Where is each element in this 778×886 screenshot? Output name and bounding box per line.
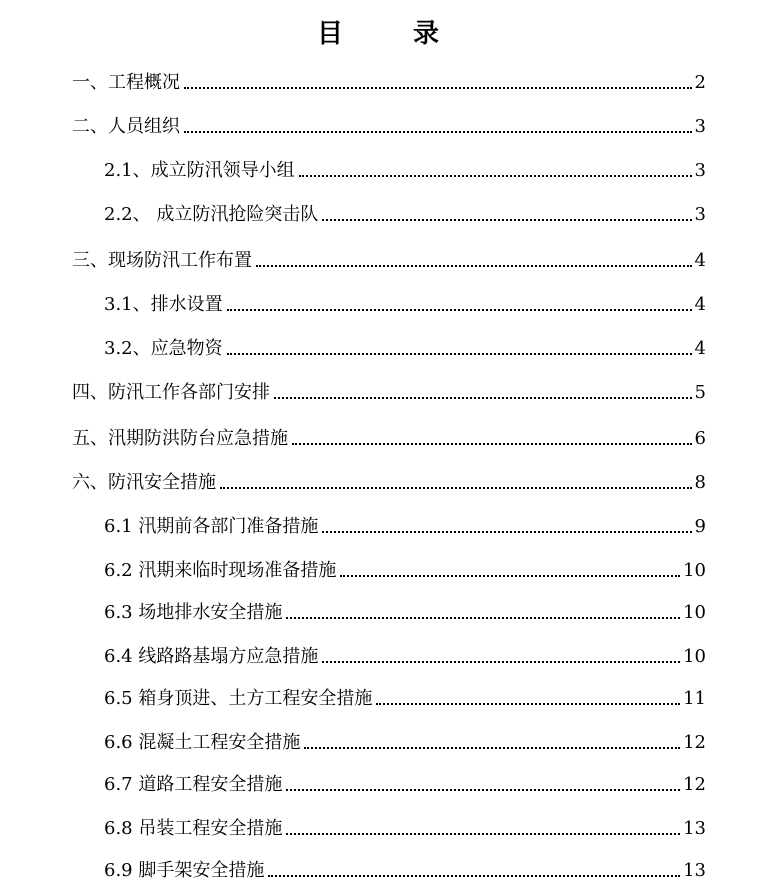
toc-page-number: 3	[694, 116, 706, 137]
toc-entry-2-2[interactable]	[104, 200, 706, 228]
toc-entry-text: 6.6 混凝土工程安全措施	[104, 732, 301, 753]
toc-page-number: 4	[694, 294, 706, 315]
toc-entry-6-9[interactable]	[104, 856, 706, 884]
toc-entry-1[interactable]	[72, 68, 706, 96]
dot-leader	[286, 617, 680, 619]
dot-leader	[376, 703, 680, 705]
toc-entry-text: 2.2、 成立防汛抢险突击队	[104, 204, 319, 225]
toc-page-number: 10	[683, 560, 706, 581]
toc-page-number: 10	[683, 646, 706, 667]
toc-page-number: 3	[694, 204, 706, 225]
toc-entry-text: 3.2、应急物资	[104, 338, 223, 359]
toc-page-number: 5	[694, 382, 706, 403]
toc-entry-6-8[interactable]	[104, 814, 706, 842]
toc-page-number: 12	[683, 774, 706, 795]
dot-leader	[322, 531, 691, 533]
toc-entry-5[interactable]	[72, 424, 706, 452]
toc-entry-2[interactable]	[72, 112, 706, 140]
toc-entry-4[interactable]	[72, 378, 706, 406]
toc-page-number: 4	[694, 250, 706, 271]
dot-leader	[256, 265, 692, 267]
toc-entry-3-2[interactable]	[104, 334, 706, 362]
toc-entry-6-2[interactable]	[104, 556, 706, 584]
dot-leader	[292, 443, 692, 445]
toc-entry-text: 6.3 场地排水安全措施	[104, 602, 283, 623]
page-title: 目 录	[316, 19, 461, 49]
dot-leader	[299, 175, 692, 177]
toc-entry-text: 3.1、排水设置	[104, 294, 223, 315]
toc-page-number: 13	[683, 818, 706, 839]
toc-entry-6-7[interactable]	[104, 770, 706, 798]
toc-entry-2-1[interactable]	[104, 156, 706, 184]
toc-page-number: 12	[683, 732, 706, 753]
dot-leader	[227, 353, 692, 355]
dot-leader	[268, 875, 680, 877]
toc-page-number: 6	[694, 428, 706, 449]
toc-entry-text: 一、工程概况	[72, 72, 180, 93]
toc-entry-6[interactable]	[72, 468, 706, 496]
toc-entry-6-3[interactable]	[104, 598, 706, 626]
dot-leader	[322, 219, 691, 221]
toc-page-number: 3	[694, 160, 706, 181]
dot-leader	[304, 747, 680, 749]
dot-leader	[184, 131, 692, 133]
toc-entry-6-5[interactable]	[104, 684, 706, 712]
toc-entry-text: 五、汛期防洪防台应急措施	[72, 428, 288, 449]
toc-entry-text: 六、防汛安全措施	[72, 472, 216, 493]
dot-leader	[286, 833, 680, 835]
toc-entry-text: 2.1、成立防汛领导小组	[104, 160, 295, 181]
toc-page-number: 2	[694, 72, 706, 93]
toc-entry-text: 三、现场防汛工作布置	[72, 250, 252, 271]
toc-entry-text: 6.4 线路路基塌方应急措施	[104, 646, 319, 667]
toc-page-number: 13	[683, 860, 706, 881]
toc-entry-text: 6.8 吊装工程安全措施	[104, 818, 283, 839]
dot-leader	[274, 397, 692, 399]
toc-page-number: 10	[683, 602, 706, 623]
toc-entry-6-1[interactable]	[104, 512, 706, 540]
toc-entry-text: 6.9 脚手架安全措施	[104, 860, 265, 881]
toc-page-number: 9	[694, 516, 706, 537]
toc-entry-text: 6.5 箱身顶进、土方工程安全措施	[104, 688, 373, 709]
dot-leader	[286, 789, 680, 791]
toc-entry-text: 6.1 汛期前各部门准备措施	[104, 516, 319, 537]
toc-entry-3-1[interactable]	[104, 290, 706, 318]
toc-page-number: 4	[694, 338, 706, 359]
toc-entry-text: 6.7 道路工程安全措施	[104, 774, 283, 795]
dot-leader	[322, 661, 680, 663]
toc-page-number: 11	[683, 688, 706, 709]
dot-leader	[227, 309, 692, 311]
toc-entry-text: 6.2 汛期来临时现场准备措施	[104, 560, 337, 581]
toc-entry-text: 四、防汛工作各部门安排	[72, 382, 270, 403]
toc-entry-6-4[interactable]	[104, 642, 706, 670]
toc-entry-text: 二、人员组织	[72, 116, 180, 137]
toc-entry-6-6[interactable]	[104, 728, 706, 756]
dot-leader	[184, 87, 692, 89]
dot-leader	[340, 575, 680, 577]
dot-leader	[220, 487, 692, 489]
toc-entry-3[interactable]	[72, 246, 706, 274]
toc-page-number: 8	[694, 472, 706, 493]
